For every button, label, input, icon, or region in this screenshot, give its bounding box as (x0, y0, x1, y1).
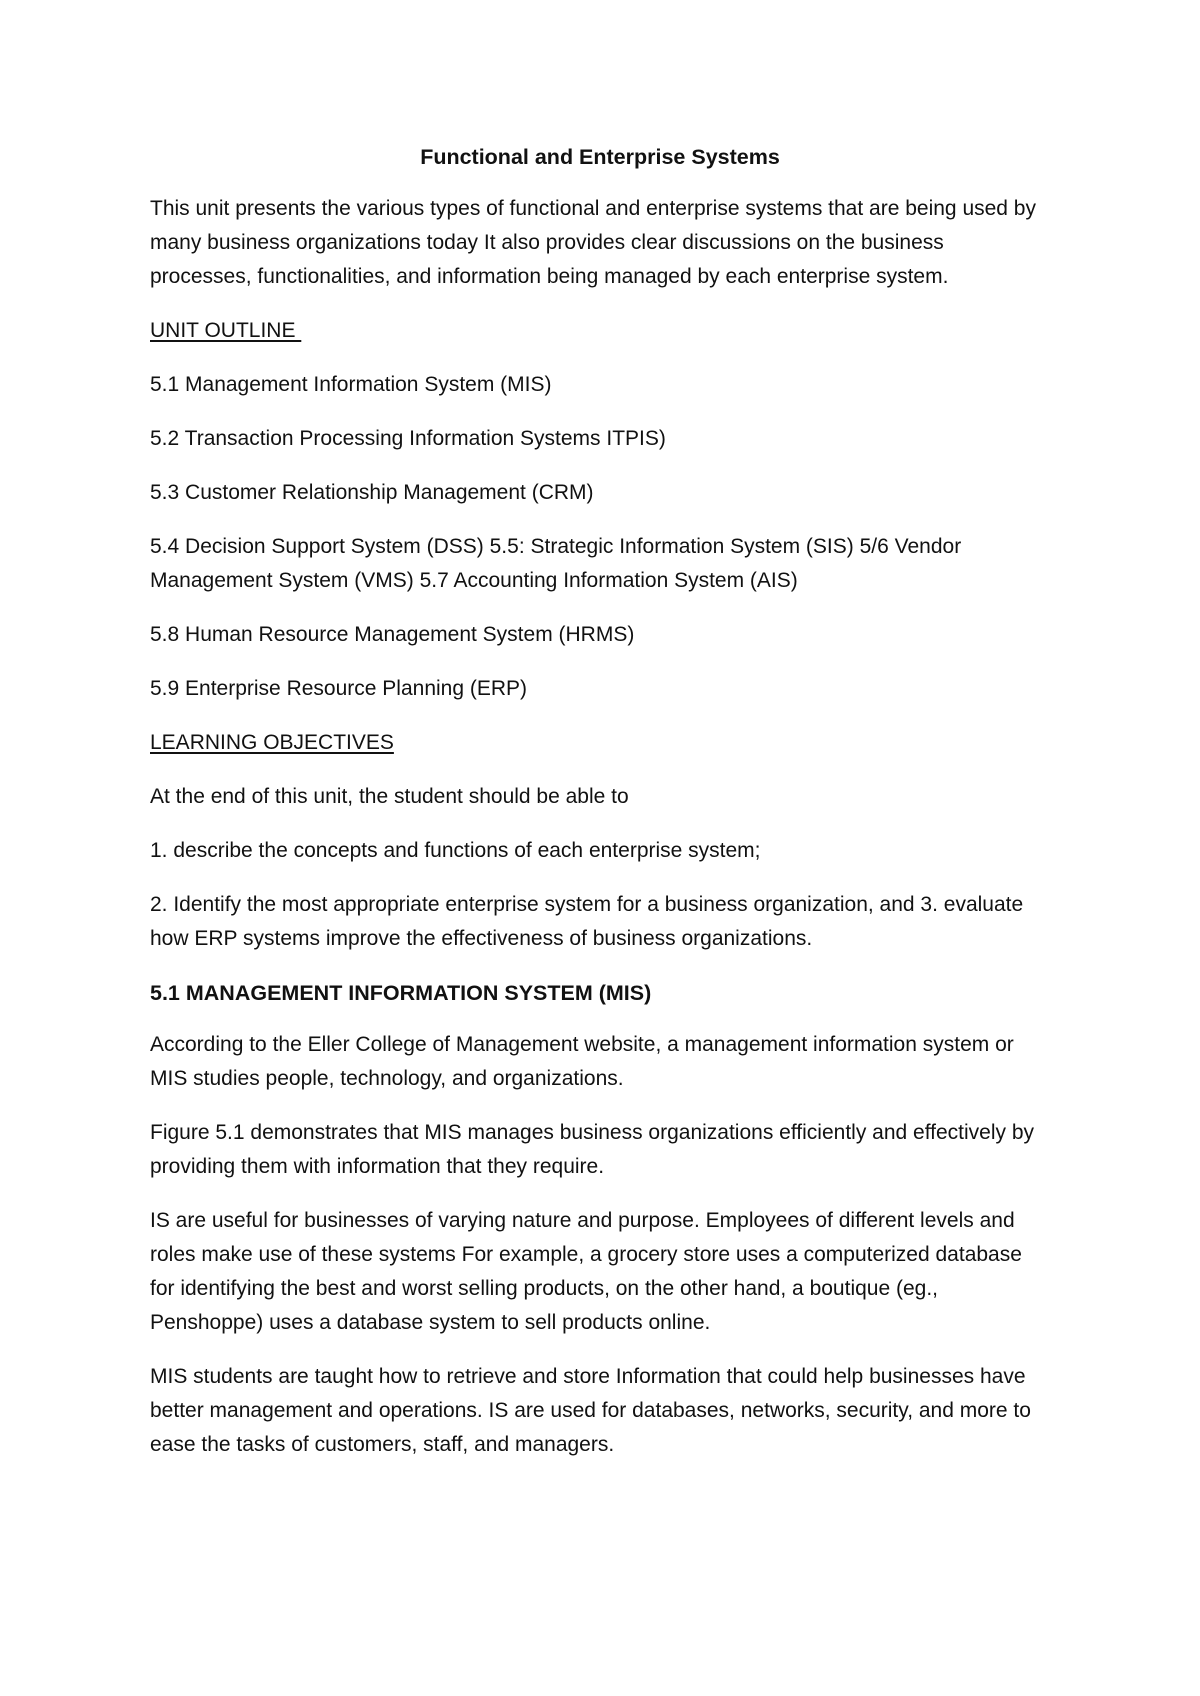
outline-item: 5.2 Transaction Processing Information Systems ITPIS) (150, 427, 666, 450)
learning-objectives-heading: LEARNING OBJECTIVES (150, 731, 394, 754)
outline-item: 5.9 Enterprise Resource Planning (ERP) (150, 677, 528, 700)
intro-paragraph: This unit presents the various types of functional and enterprise systems that are being used by many business organizations today It also provides clear discussions on the business processes, functionalities, and information being managed by each enterprise system. (150, 197, 1036, 288)
outline-item: 5.1 Management Information System (MIS) (150, 373, 552, 396)
document-title: Functional and Enterprise Systems (420, 145, 780, 169)
outline-item: 5.4 Decision Support System (DSS) 5.5: Strategic Information System (SIS) 5/6 Vendor Management System (VMS) 5.7 Accounting Information System (AIS) (150, 535, 962, 592)
body-paragraph: MIS students are taught how to retrieve and store Information that could help businesses have better management and operations. IS are used for databases, networks, security, and more to ease the tasks of customers, staff, and managers. (150, 1365, 1031, 1456)
body-paragraph: Figure 5.1 demonstrates that MIS manages business organizations efficiently and effectively by providing them with information that they require. (150, 1121, 1035, 1178)
body-paragraph: According to the Eller College of Management website, a management information system or MIS studies people, technology, and organizations. (150, 1033, 1014, 1090)
document-page (150, 140, 1050, 1482)
objective-item: 1. describe the concepts and functions of each enterprise system; (150, 839, 761, 862)
body-paragraph: IS are useful for businesses of varying nature and purpose. Employees of different levels and roles make use of these systems For example, a grocery store uses a computerized database for identifying the best and worst selling products, on the other hand, a boutique (eg., Penshoppe) uses a database system to sell products online. (150, 1209, 1022, 1334)
section-heading: 5.1 MANAGEMENT INFORMATION SYSTEM (MIS) (150, 981, 652, 1005)
objectives-intro: At the end of this unit, the student should be able to (150, 785, 629, 808)
objective-item: 2. Identify the most appropriate enterprise system for a business organization, and 3. evaluate how ERP systems improve the effectiveness of business organizations. (150, 893, 1024, 950)
outline-item: 5.8 Human Resource Management System (HRMS) (150, 623, 635, 646)
unit-outline-heading: UNIT OUTLINE (150, 319, 302, 342)
outline-item: 5.3 Customer Relationship Management (CRM) (150, 481, 594, 504)
